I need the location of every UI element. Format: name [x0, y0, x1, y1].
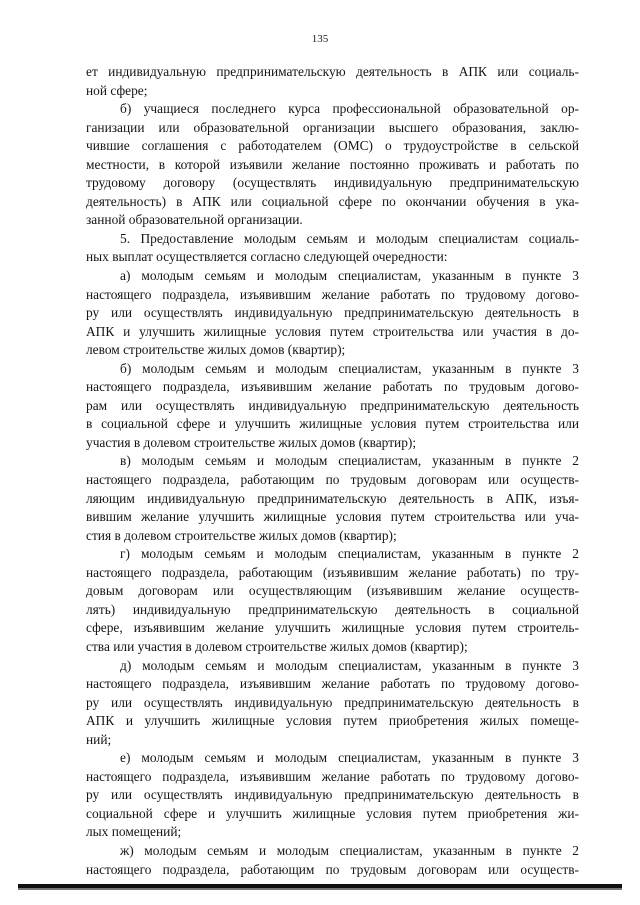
text-line: чившие соглашения с работодателем (ОМС) о трудоустройстве в сельской	[86, 138, 579, 154]
text-line: е) молодым семьям и молодым специалистам, указанным в пункте 3	[120, 750, 579, 766]
text-line: ет индивидуальную предпринимательскую деятельность в АПК или социаль-	[86, 64, 579, 79]
page-number: 135	[311, 33, 329, 45]
text-line: в) молодым семьям и молодым специалистам, указанным в пункте 2	[120, 453, 579, 469]
text-line: АПК и улучшить жилищные условия путем приобретения жилых помеще-	[86, 713, 579, 729]
text-line: настоящего подраздела, работающим по трудовым договорам или осуществ-	[86, 861, 579, 877]
text-line: левом строительстве жилых домов (квартир);	[86, 342, 346, 358]
text-line: ру или осуществлять индивидуальную предпринимательскую деятельность в	[86, 694, 579, 710]
text-line: ства или участия в долевом строительстве жилых домов (квартир);	[86, 638, 468, 654]
text-line: б) молодым семьям и молодым специалистам, указанным в пункте 3	[120, 360, 579, 376]
text-line: вившим желание улучшить жилищные условия путем строительства или уча-	[86, 509, 579, 525]
text-line: лять) индивидуальную предпринимательскую деятельность в социальной	[86, 601, 579, 617]
text-line: трудовому договору (осуществлять индивидуальную предпринимательскую	[86, 175, 579, 191]
text-line: занной образовательной организации.	[86, 212, 303, 228]
text-line: настоящего подраздела, работающим по трудовым договорам или осуществ-	[86, 472, 579, 488]
text-line: деятельность) в АПК или социальной сфере по окончании обучения в ука-	[86, 193, 579, 209]
text-line: настоящего подраздела, изъявившим желание работать по трудовому догово-	[86, 286, 579, 302]
text-line: местности, в которой изъявили желание постоянно проживать и работать по	[86, 156, 579, 172]
text-line: ганизации или образовательной организации высшего образования, заклю-	[86, 119, 579, 135]
text-line: АПК и улучшить жилищные условия путем строительства или участия в до-	[86, 323, 579, 339]
text-line: настоящего подраздела, изъявившим желание работать по трудовому догово-	[86, 676, 579, 692]
text-line: 5. Предоставление молодым семьям и молодым специалистам социаль-	[120, 230, 579, 246]
text-line: участия в долевом строительстве жилых домов (квартир);	[86, 434, 417, 450]
text-line: д) молодым семьям и молодым специалистам, указанным в пункте 3	[120, 657, 579, 673]
text-line: настоящего подраздела, работающим (изъявившим желание работать) по тру-	[86, 564, 579, 580]
text-line: в социальной сфере и улучшить жилищные условия путем строительства или	[86, 416, 579, 432]
text-line: настоящего подраздела, изъявившим желание работать по трудовому догово-	[86, 768, 579, 784]
text-line: ру или осуществлять индивидуальную предпринимательскую деятельность в	[86, 787, 579, 803]
text-line: а) молодым семьям и молодым специалистам, указанным в пункте 3	[120, 268, 579, 284]
text-line: настоящего подраздела, изъявившим желание работать по трудовым догово-	[86, 379, 579, 395]
text-line: б) учащиеся последнего курса профессиональной образовательной ор-	[120, 101, 579, 117]
text-line: ной сфере;	[86, 82, 148, 98]
document-body	[86, 63, 579, 879]
text-line: ж) молодым семьям и молодым специалистам, указанным в пункте 2	[120, 842, 579, 858]
text-line: г) молодым семьям и молодым специалистам, указанным в пункте 2	[120, 546, 579, 562]
scan-bottom-edge-shadow	[18, 888, 622, 890]
text-line: ляющим индивидуальную предпринимательскую деятельность в АПК, изъя-	[86, 490, 579, 506]
text-line: стия в долевом строительстве жилых домов (квартир);	[86, 527, 397, 543]
text-line: сфере, изъявившим желание улучшить жилищные условия путем строитель-	[86, 620, 579, 636]
text-line: довым договорам или осуществляющим (изъявившим желание осуществ-	[86, 583, 579, 599]
text-line: социальной сфере и улучшить жилищные условия путем приобретения жи-	[86, 805, 579, 821]
text-line: лых помещений;	[86, 824, 182, 840]
text-line: ний;	[86, 731, 112, 747]
text-line: рам или осуществлять индивидуальную предпринимательскую деятельность	[86, 397, 579, 413]
text-line: ру или осуществлять индивидуальную предпринимательскую деятельность в	[86, 305, 579, 321]
text-line: ных выплат осуществляется согласно следующей очередности:	[86, 249, 448, 265]
